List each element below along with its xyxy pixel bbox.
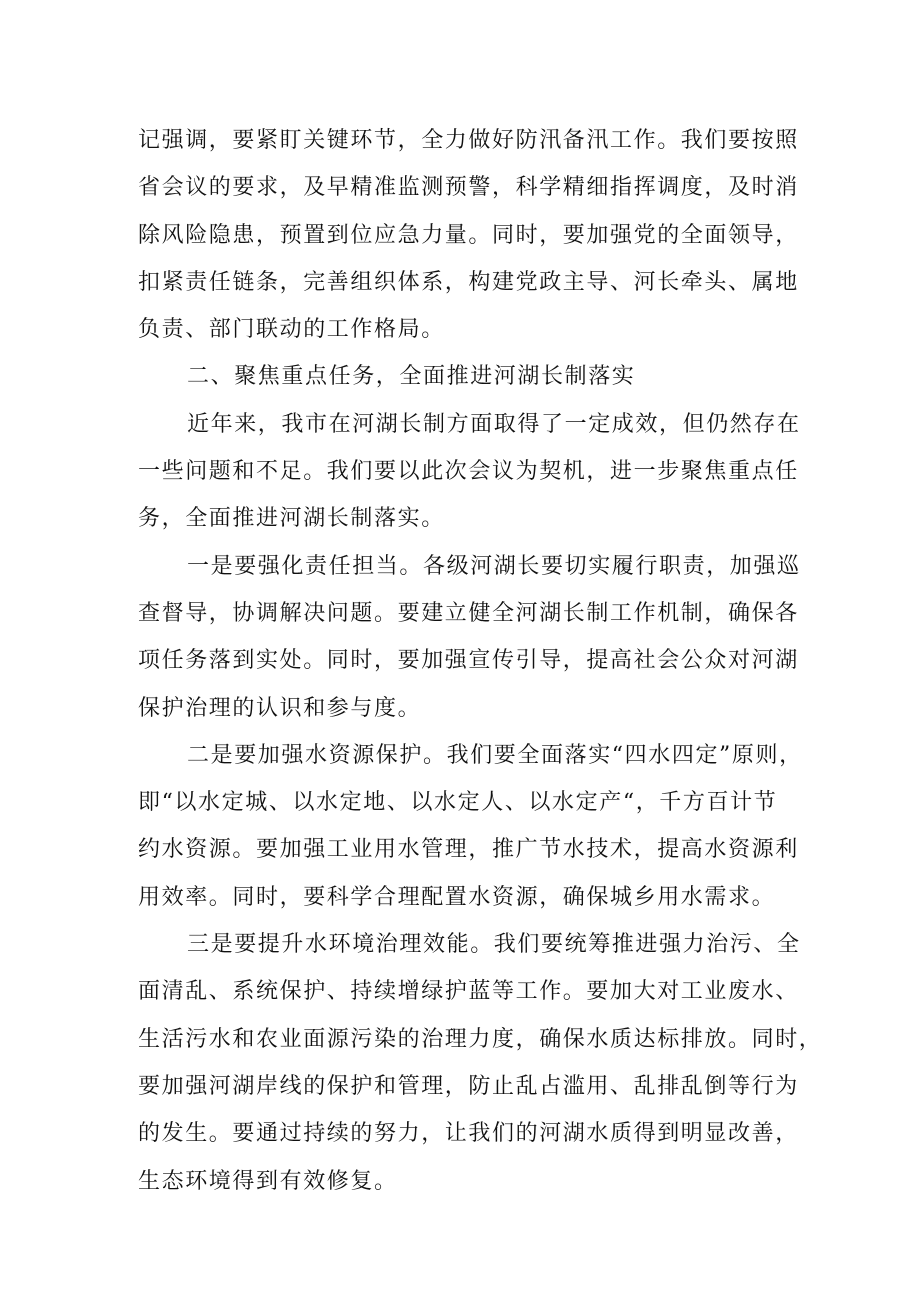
section-heading: 二、聚焦重点任务，全面推进河湖长制落实 [187,364,636,390]
text-line: 的发生。要通过持续的努力，让我们的河湖水质得到明显改善， [138,1121,799,1147]
text-line: 扣紧责任链条，完善组织体系，构建党政主导、河长牵头、属地 [138,269,799,295]
text-line: 约水资源。要加强工业用水管理，推广节水技术，提高水资源利 [138,837,799,863]
text-line: 生态环境得到有效修复。 [138,1168,398,1194]
text-line: 要加强河湖岸线的保护和管理，防止乱占滥用、乱排乱倒等行为 [138,1073,799,1099]
text-line: 务，全面推进河湖长制落实。 [138,506,445,532]
paragraph-start-line: 二是要加强水资源保护。我们要全面落实“四水四定”原则， [187,742,803,768]
text-line: 省会议的要求，及早精准监测预警，科学精细指挥调度，及时消 [138,175,799,201]
text-line: 用效率。同时，要科学合理配置水资源，确保城乡用水需求。 [138,884,776,910]
document-body [138,117,823,1205]
paragraph-start-line: 一是要强化责任担当。各级河湖长要切实履行职责，加强巡 [187,553,801,579]
text-line: 项任务落到实处。同时，要加强宣传引导，提高社会公众对河湖 [138,648,799,674]
paragraph-start-line: 近年来，我市在河湖长制方面取得了一定成效，但仍然存在 [187,411,801,437]
paragraph-start-line: 三是要提升水环境治理效能。我们要统筹推进强力治污、全 [187,932,801,958]
text-line: 即“以水定城、以水定地、以水定人、以水定产“，千方百计节 [138,790,778,816]
text-line: 记强调，要紧盯关键环节，全力做好防汛备汛工作。我们要按照 [138,128,799,153]
text-line: 负责、部门联动的工作格局。 [138,317,445,343]
text-line: 一些问题和不足。我们要以此次会议为契机，进一步聚焦重点任 [138,459,799,485]
text-line: 生活污水和农业面源污染的治理力度，确保水质达标排放。同时， [138,1026,823,1052]
text-line: 查督导，协调解决问题。要建立健全河湖长制工作机制，确保各 [138,600,799,626]
text-line: 除风险隐患，预置到位应急力量。同时，要加强党的全面领导， [138,222,799,248]
text-line: 保护治理的认识和参与度。 [138,695,422,721]
text-line: 面清乱、系统保护、持续增绿护蓝等工作。要加大对工业废水、 [138,979,799,1005]
